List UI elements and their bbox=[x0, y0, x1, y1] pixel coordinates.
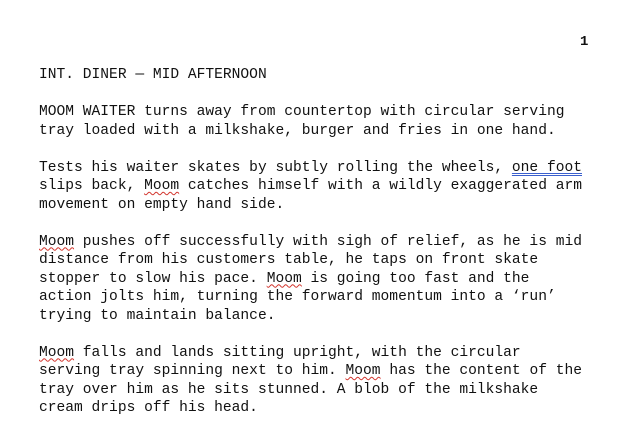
action-paragraph bbox=[39, 233, 629, 326]
action-paragraph bbox=[39, 159, 629, 215]
line-text: pushes off successfully with sigh of relief, as he is mid bbox=[74, 233, 582, 250]
action-line bbox=[39, 177, 629, 196]
action-line: trying to maintain balance. bbox=[39, 307, 276, 324]
action-line bbox=[39, 362, 629, 381]
action-line bbox=[39, 159, 629, 178]
line-text: is going too fast and the bbox=[301, 270, 530, 287]
action-paragraph bbox=[39, 103, 629, 140]
action-paragraph bbox=[39, 344, 629, 418]
action-line: tray loaded with a milkshake, burger and fries in one hand. bbox=[39, 122, 556, 139]
spellcheck-flagged-word[interactable]: Moom bbox=[144, 178, 180, 194]
screenplay-page bbox=[39, 66, 629, 418]
action-line: action jolts him, turning the forward momentum into a ‘run’ bbox=[39, 289, 556, 305]
page-number: 1 bbox=[580, 34, 589, 50]
line-text: has the content of the bbox=[380, 363, 582, 379]
spellcheck-flagged-word[interactable]: Moom bbox=[39, 233, 75, 250]
action-line: movement on empty hand side. bbox=[39, 196, 285, 213]
action-line bbox=[39, 233, 629, 252]
line-text: slips back, bbox=[39, 178, 145, 194]
line-text: falls and lands sitting upright, with the circular bbox=[74, 344, 521, 361]
grammar-flagged-word[interactable]: one foot bbox=[511, 159, 582, 176]
action-line: MOOM WAITER turns away from countertop with circular serving bbox=[39, 104, 565, 120]
line-text: catches himself with a wildly exaggerated arm bbox=[179, 178, 582, 194]
action-line bbox=[39, 344, 629, 363]
line-text: Tests his waiter skates by subtly rolling the wheels, bbox=[39, 159, 512, 176]
action-line bbox=[39, 270, 629, 289]
line-text: serving tray spinning next to him. bbox=[39, 363, 346, 379]
action-line: distance from his customers table, he taps on front skate bbox=[39, 252, 539, 268]
spellcheck-flagged-word[interactable]: Moom bbox=[39, 344, 75, 361]
spellcheck-flagged-word[interactable]: Moom bbox=[266, 270, 302, 287]
action-line: cream drips off his head. bbox=[39, 400, 258, 416]
action-line: tray over him as he sits stunned. A blob of the milkshake bbox=[39, 381, 539, 398]
line-text: stopper to slow his pace. bbox=[39, 270, 267, 287]
scene-heading: INT. DINER — MID AFTERNOON bbox=[39, 67, 267, 83]
spellcheck-flagged-word[interactable]: Moom bbox=[345, 363, 381, 379]
